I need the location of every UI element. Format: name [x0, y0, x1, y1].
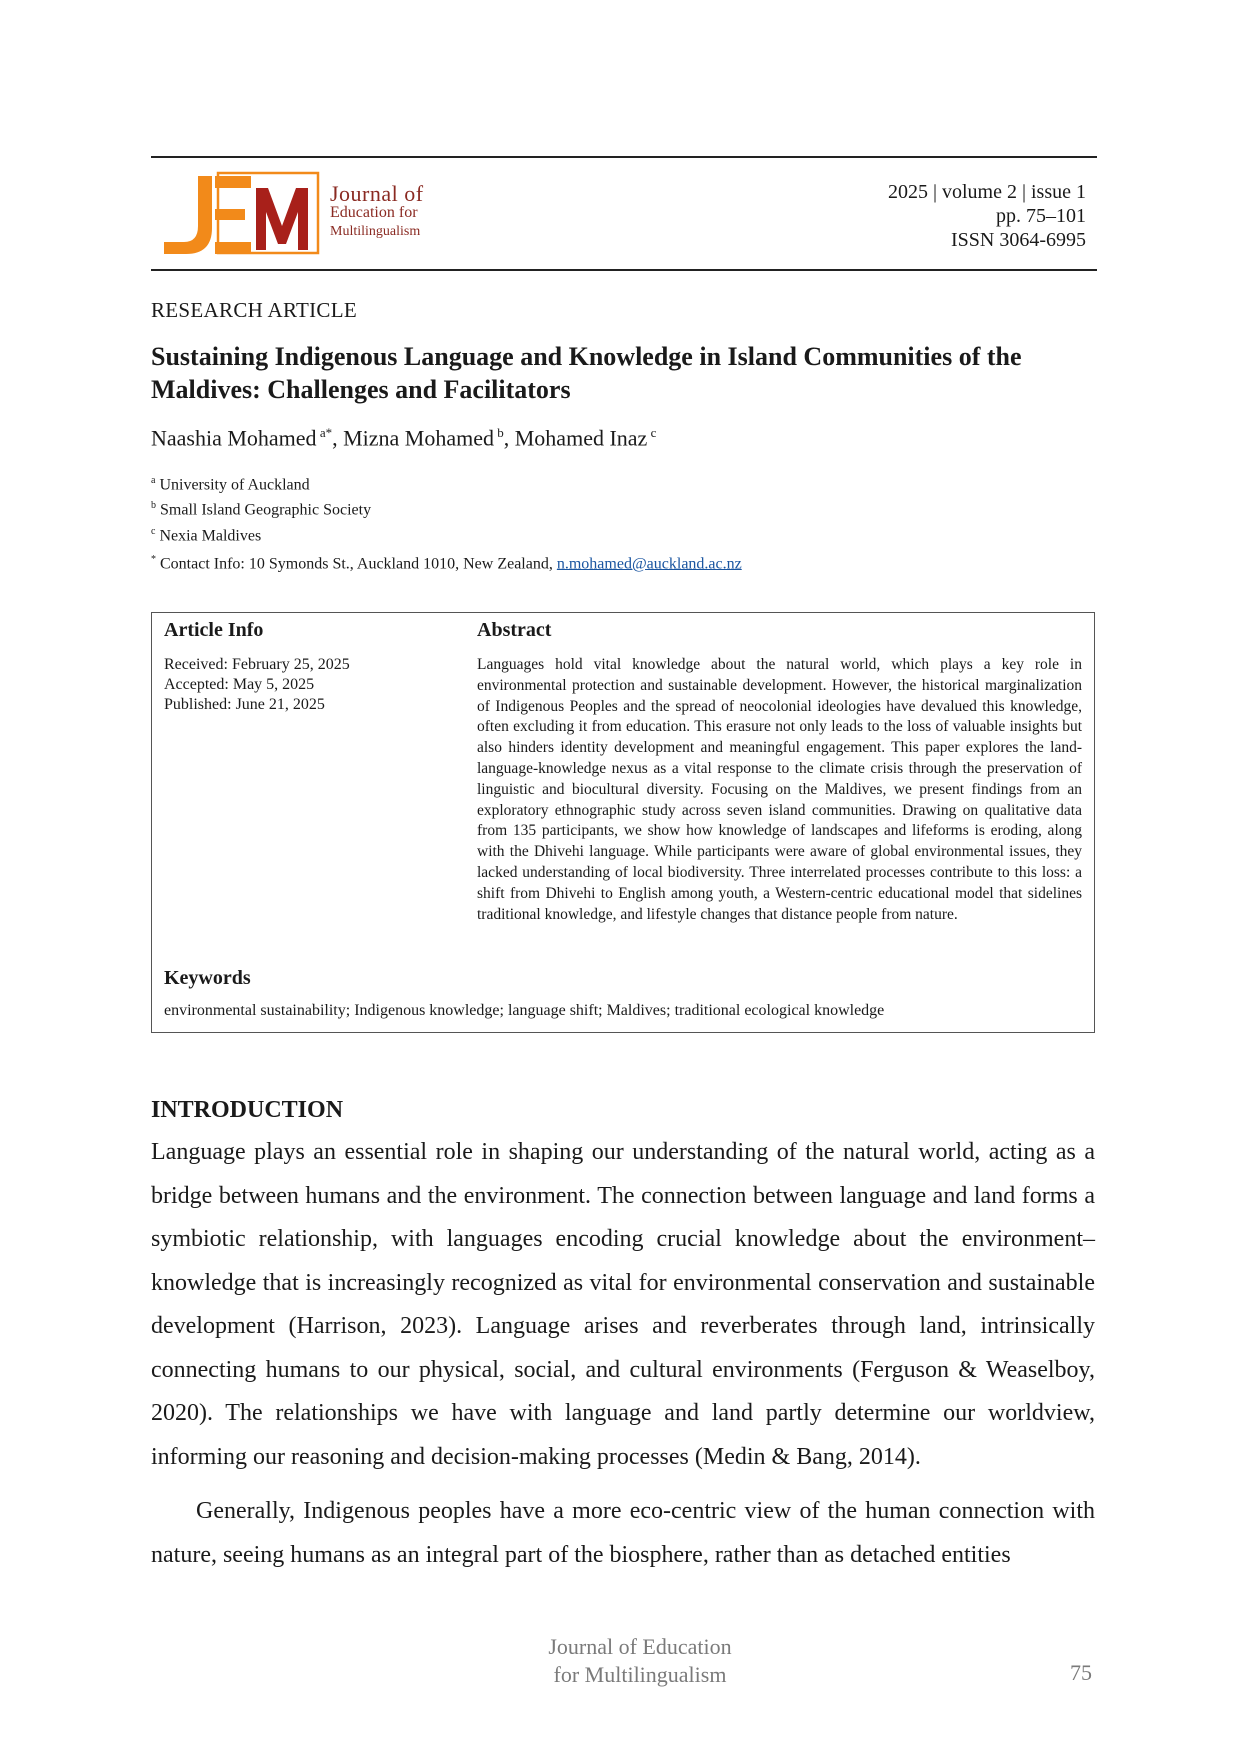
keywords-heading: Keywords	[164, 967, 251, 989]
abstract-text: Languages hold vital knowledge about the natural world, which plays a key role in environmental protection and sustainable development. However, the historical marginalization of Indigenous Peoples and the spread of neocolonial ideologies have devalued this knowledge, often excluding it from education. This erasure not only leads to the loss of valuable insights but also hinders identity development and meaningful engagement. This paper explores the land-language-knowledge nexus as a vital response to the climate crisis through the preservation of linguistic and biocultural diversity. Focusing on the Maldives, we present findings from an exploratory ethnographic study across seven island communities. Drawing on qualitative data from 135 participants, we show how knowledge of landscapes and lifeforms is eroding, along with the Dhivehi language. While participants were aware of global environmental issues, they lacked understanding of local biodiversity. Three interrelated processes contribute to this loss: a shift from Dhivehi to English among youth, a Western-centric educational model that sidelines traditional knowledge, and lifestyle changes that distance people from nature.	[477, 656, 1082, 923]
author-sup: c	[650, 425, 657, 440]
body-paragraph: Language plays an essential role in shaping our understanding of the natural world, acting as a bridge between humans and the environment. The connection between language and land forms a symbiotic relationship, with languages encoding crucial knowledge about the environment–knowledge that is increasingly recognized as vital for environmental conservation and sustainable development (Harrison, 2023). Language arises and reverberates through land, intrinsically connecting humans to our physical, social, and cultural environments (Ferguson & Weaselboy, 2020). The relationships we have with language and land partly determine our worldview, informing our reasoning and decision-making processes (Medin & Bang, 2014).	[151, 1139, 1095, 1470]
author-sup: b	[497, 425, 504, 440]
journal-name-line2: Education for	[330, 204, 418, 221]
abstract-heading: Abstract	[477, 619, 552, 641]
footer-journal-name: Journal of Education for Multilingualism	[548, 1634, 732, 1687]
contact-email-link[interactable]: n.mohamed@auckland.ac.nz	[556, 555, 742, 573]
affiliation: $^b$ Small Island Geographic Society	[151, 500, 372, 519]
journal-name	[330, 181, 424, 241]
header-top-rule	[151, 156, 1097, 158]
author-sup: a*	[319, 425, 333, 440]
article-title: Sustaining Indigenous Language and Knowledge in Island Communities of the Maldives: Challenges and Facilitators	[151, 342, 1022, 404]
journal-name-line1: Journal of	[330, 181, 424, 206]
header-bottom-rule	[151, 269, 1097, 271]
article-dates	[164, 655, 350, 715]
accepted-date: Accepted: May 5, 2025	[164, 676, 315, 693]
year-volume-issue: 2025 | volume 2 | issue 1	[888, 181, 1086, 203]
author-name: Mizna Mohamed	[343, 425, 494, 451]
published-date: Published: June 21, 2025	[164, 696, 325, 713]
affiliation: $^a$ University of Auckland	[151, 475, 310, 494]
journal-name-line3: Multilingualism	[330, 224, 421, 239]
received-date: Received: February 25, 2025	[164, 656, 350, 673]
issue-meta	[888, 180, 1086, 252]
article-type-label: RESEARCH ARTICLE	[151, 298, 357, 322]
journal-logo	[160, 170, 440, 260]
article-info-heading: Article Info	[164, 619, 264, 641]
article-info-box	[151, 612, 1095, 1033]
keywords-text: environmental sustainability; Indigenous knowledge; language shift; Maldives; traditional ecological knowledge	[164, 1002, 885, 1019]
author-list: Naashia Mohamed $^{a*}$, Mizna Mohamed $^b$, Mohamed Inaz $^c$	[151, 425, 657, 451]
affiliation: $^c$ Nexia Maldives	[151, 525, 262, 544]
author-name: Mohamed Inaz	[514, 425, 648, 451]
issn: ISSN 3064-6995	[950, 229, 1086, 251]
affiliations	[151, 470, 371, 546]
jem-logo-mark	[160, 170, 320, 260]
page-number: 75	[1070, 1660, 1092, 1685]
contact-info: * Contact Info: 10 Symonds St., Auckland 1010, New Zealand, n.mohamed@auckland.ac.nz	[151, 554, 742, 573]
body-paragraph: Generally, Indigenous peoples have a more eco-centric view of the human connection with nature, seeing humans as an integral part of the biosphere, rather than as detached entities	[151, 1498, 1095, 1568]
page-range: pp. 75–101	[996, 205, 1086, 227]
introduction-heading: INTRODUCTION	[151, 1097, 344, 1123]
author-name: Naashia Mohamed	[151, 425, 317, 451]
